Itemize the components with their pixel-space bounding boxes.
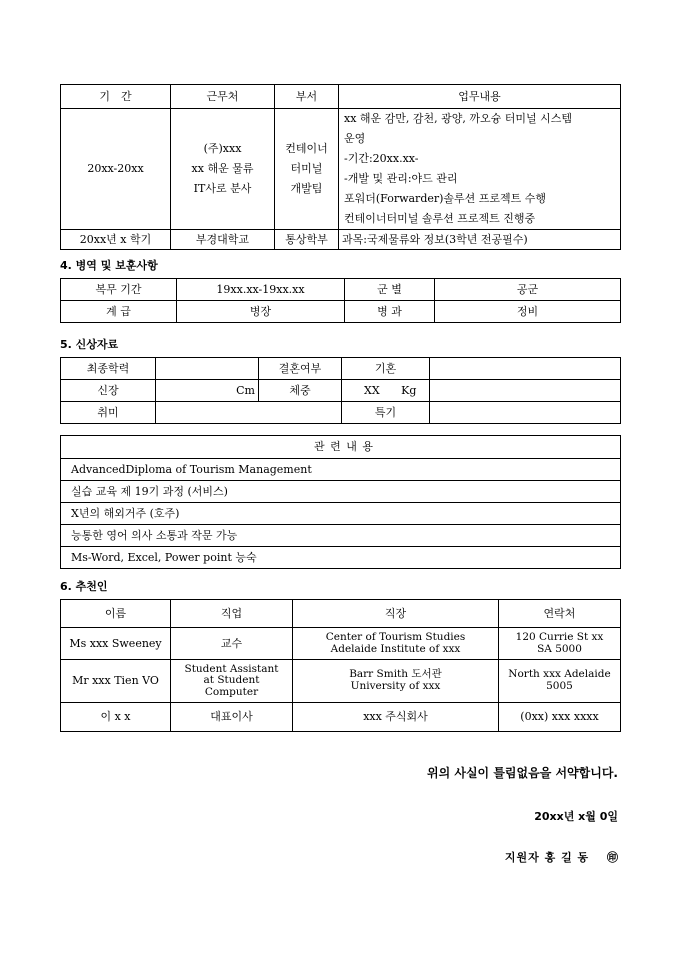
career-period: 20xx-20xx (61, 109, 171, 230)
height-label: 신장 (61, 380, 156, 402)
ref-job: 교수 (171, 628, 293, 660)
related-item (61, 481, 621, 503)
married-value: 기혼 (342, 358, 430, 380)
military-section-title: 4. 병역 및 보훈사항 (60, 259, 158, 272)
service-period-label: 복무 기간 (61, 279, 177, 301)
related-item-text: 능통한 영어 의사 소통과 작문 가능 (61, 525, 621, 547)
career-header-row (61, 85, 621, 109)
career-company-line: (주)xxx (203, 142, 242, 155)
career-row (61, 230, 621, 250)
career-dept-line: 개발팀 (290, 182, 323, 195)
ref-job-line: Computer (204, 685, 259, 698)
education-value (156, 358, 259, 380)
weight-unit: Kg (401, 383, 417, 397)
military-row (61, 279, 621, 301)
ref-contact: (0xx) xxx xxxx (499, 703, 621, 732)
ref-contact (499, 660, 621, 703)
career-header-dept: 부서 (275, 85, 339, 109)
career-company (171, 109, 275, 230)
seal-icon: ㊞ (607, 851, 618, 864)
career-header-period: 기 간 (61, 85, 171, 109)
ref-workplace-line: University of xxx (350, 680, 441, 692)
special-value (430, 402, 621, 424)
applicant-name: 지원자 홍 길 동 (504, 851, 590, 864)
ref-workplace (293, 628, 499, 660)
personal-row (61, 402, 621, 424)
ref-header-job: 직업 (171, 600, 293, 628)
career-work-line: -기간:20xx.xx- (344, 152, 419, 165)
ref-name: 이 x x (61, 703, 171, 732)
related-item-text: Ms-Word, Excel, Power point 능숙 (61, 547, 621, 569)
reference-row (61, 703, 621, 732)
ref-header-name: 이름 (61, 600, 171, 628)
ref-workplace-line: Barr Smith 도서관 (349, 668, 442, 681)
ref-contact-line: 120 Currie St xx (515, 630, 604, 643)
personal-row (61, 380, 621, 402)
married-label: 결혼여부 (259, 358, 342, 380)
ref-workplace-line: Center of Tourism Studies (325, 630, 466, 643)
references-header-row (61, 600, 621, 628)
branch-label: 군 별 (345, 279, 435, 301)
education-label: 최종학력 (61, 358, 156, 380)
personal-row (61, 358, 621, 380)
reference-row (61, 660, 621, 703)
blank-cell (430, 358, 621, 380)
ref-name: Ms xxx Sweeney (61, 628, 171, 660)
specialty-label: 병 과 (345, 301, 435, 323)
ref-contact-line: 5005 (546, 680, 573, 692)
career-company: 부경대학교 (171, 230, 275, 250)
ref-header-contact: 연락처 (499, 600, 621, 628)
blank-cell (430, 380, 621, 402)
career-work (339, 109, 621, 230)
ref-workplace-line: Adelaide Institute of xxx (330, 642, 461, 655)
hobby-value (156, 402, 342, 424)
related-header-row (61, 436, 621, 459)
signature-date: 20xx년 x월 0일 (534, 810, 618, 823)
ref-workplace: xxx 주식회사 (293, 703, 499, 732)
career-work-line: 컨테이너터미널 솔루션 프로젝트 진행중 (344, 212, 536, 225)
branch-value: 공군 (435, 279, 621, 301)
references-table (60, 599, 621, 732)
declaration-text: 위의 사실이 틀림없음을 서약합니다. (427, 766, 618, 780)
career-dept-line: 컨테이너 (285, 142, 328, 155)
rank-label: 계 급 (61, 301, 177, 323)
related-table (60, 435, 621, 569)
career-header-company: 근무처 (171, 85, 275, 109)
ref-job: 대표이사 (171, 703, 293, 732)
hobby-label: 취미 (61, 402, 156, 424)
rank-value: 병장 (177, 301, 345, 323)
weight-number: XX (364, 383, 380, 397)
career-dept (275, 109, 339, 230)
personal-table (60, 357, 621, 424)
career-header-work: 업무내용 (339, 85, 621, 109)
weight-value (342, 380, 430, 402)
weight-label: 체중 (259, 380, 342, 402)
applicant-line (505, 849, 618, 865)
ref-name: Mr xxx Tien VO (61, 660, 171, 703)
ref-contact-line: SA 5000 (537, 642, 582, 655)
personal-section-title: 5. 신상자료 (60, 338, 119, 351)
career-work: 과목:국제물류와 정보(3학년 전공필수) (339, 230, 621, 250)
ref-job (171, 660, 293, 703)
specialty-value: 정비 (435, 301, 621, 323)
career-dept-line: 터미널 (290, 162, 323, 175)
related-item-text: AdvancedDiploma of Tourism Management (61, 459, 621, 481)
career-row (61, 109, 621, 230)
related-item (61, 459, 621, 481)
height-unit: Cm (156, 380, 259, 402)
references-section-title: 6. 추천인 (60, 580, 108, 593)
ref-job-line: at Student (203, 674, 260, 687)
ref-contact-line: North xxx Adelaide (508, 668, 611, 681)
career-period: 20xx년 x 학기 (61, 230, 171, 250)
career-dept: 통상학부 (275, 230, 339, 250)
ref-contact (499, 628, 621, 660)
service-period-value: 19xx.xx-19xx.xx (177, 279, 345, 301)
career-work-line: 포워더(Forwarder)솔루션 프로젝트 수행 (344, 192, 547, 205)
related-item (61, 525, 621, 547)
special-label: 특기 (342, 402, 430, 424)
military-row (61, 301, 621, 323)
ref-workplace (293, 660, 499, 703)
ref-header-workplace: 직장 (293, 600, 499, 628)
related-item (61, 503, 621, 525)
related-item-text: 실습 교육 제 19기 과정 (서비스) (61, 481, 621, 503)
ref-job-line: Student Assistant (184, 662, 279, 675)
career-company-line: IT사로 분사 (193, 182, 252, 195)
career-work-line: -개발 및 관리:야드 관리 (344, 172, 458, 185)
related-item-text: X년의 해외거주 (호주) (61, 503, 621, 525)
career-table (60, 84, 621, 250)
related-item (61, 547, 621, 569)
reference-row (61, 628, 621, 660)
career-work-line: 운영 (344, 132, 366, 145)
career-work-line: xx 해운 감만, 감천, 광양, 까오슝 터미널 시스템 (344, 112, 573, 125)
military-table (60, 278, 621, 323)
career-company-line: xx 해운 물류 (191, 162, 254, 175)
related-header: 관 련 내 용 (61, 436, 621, 459)
